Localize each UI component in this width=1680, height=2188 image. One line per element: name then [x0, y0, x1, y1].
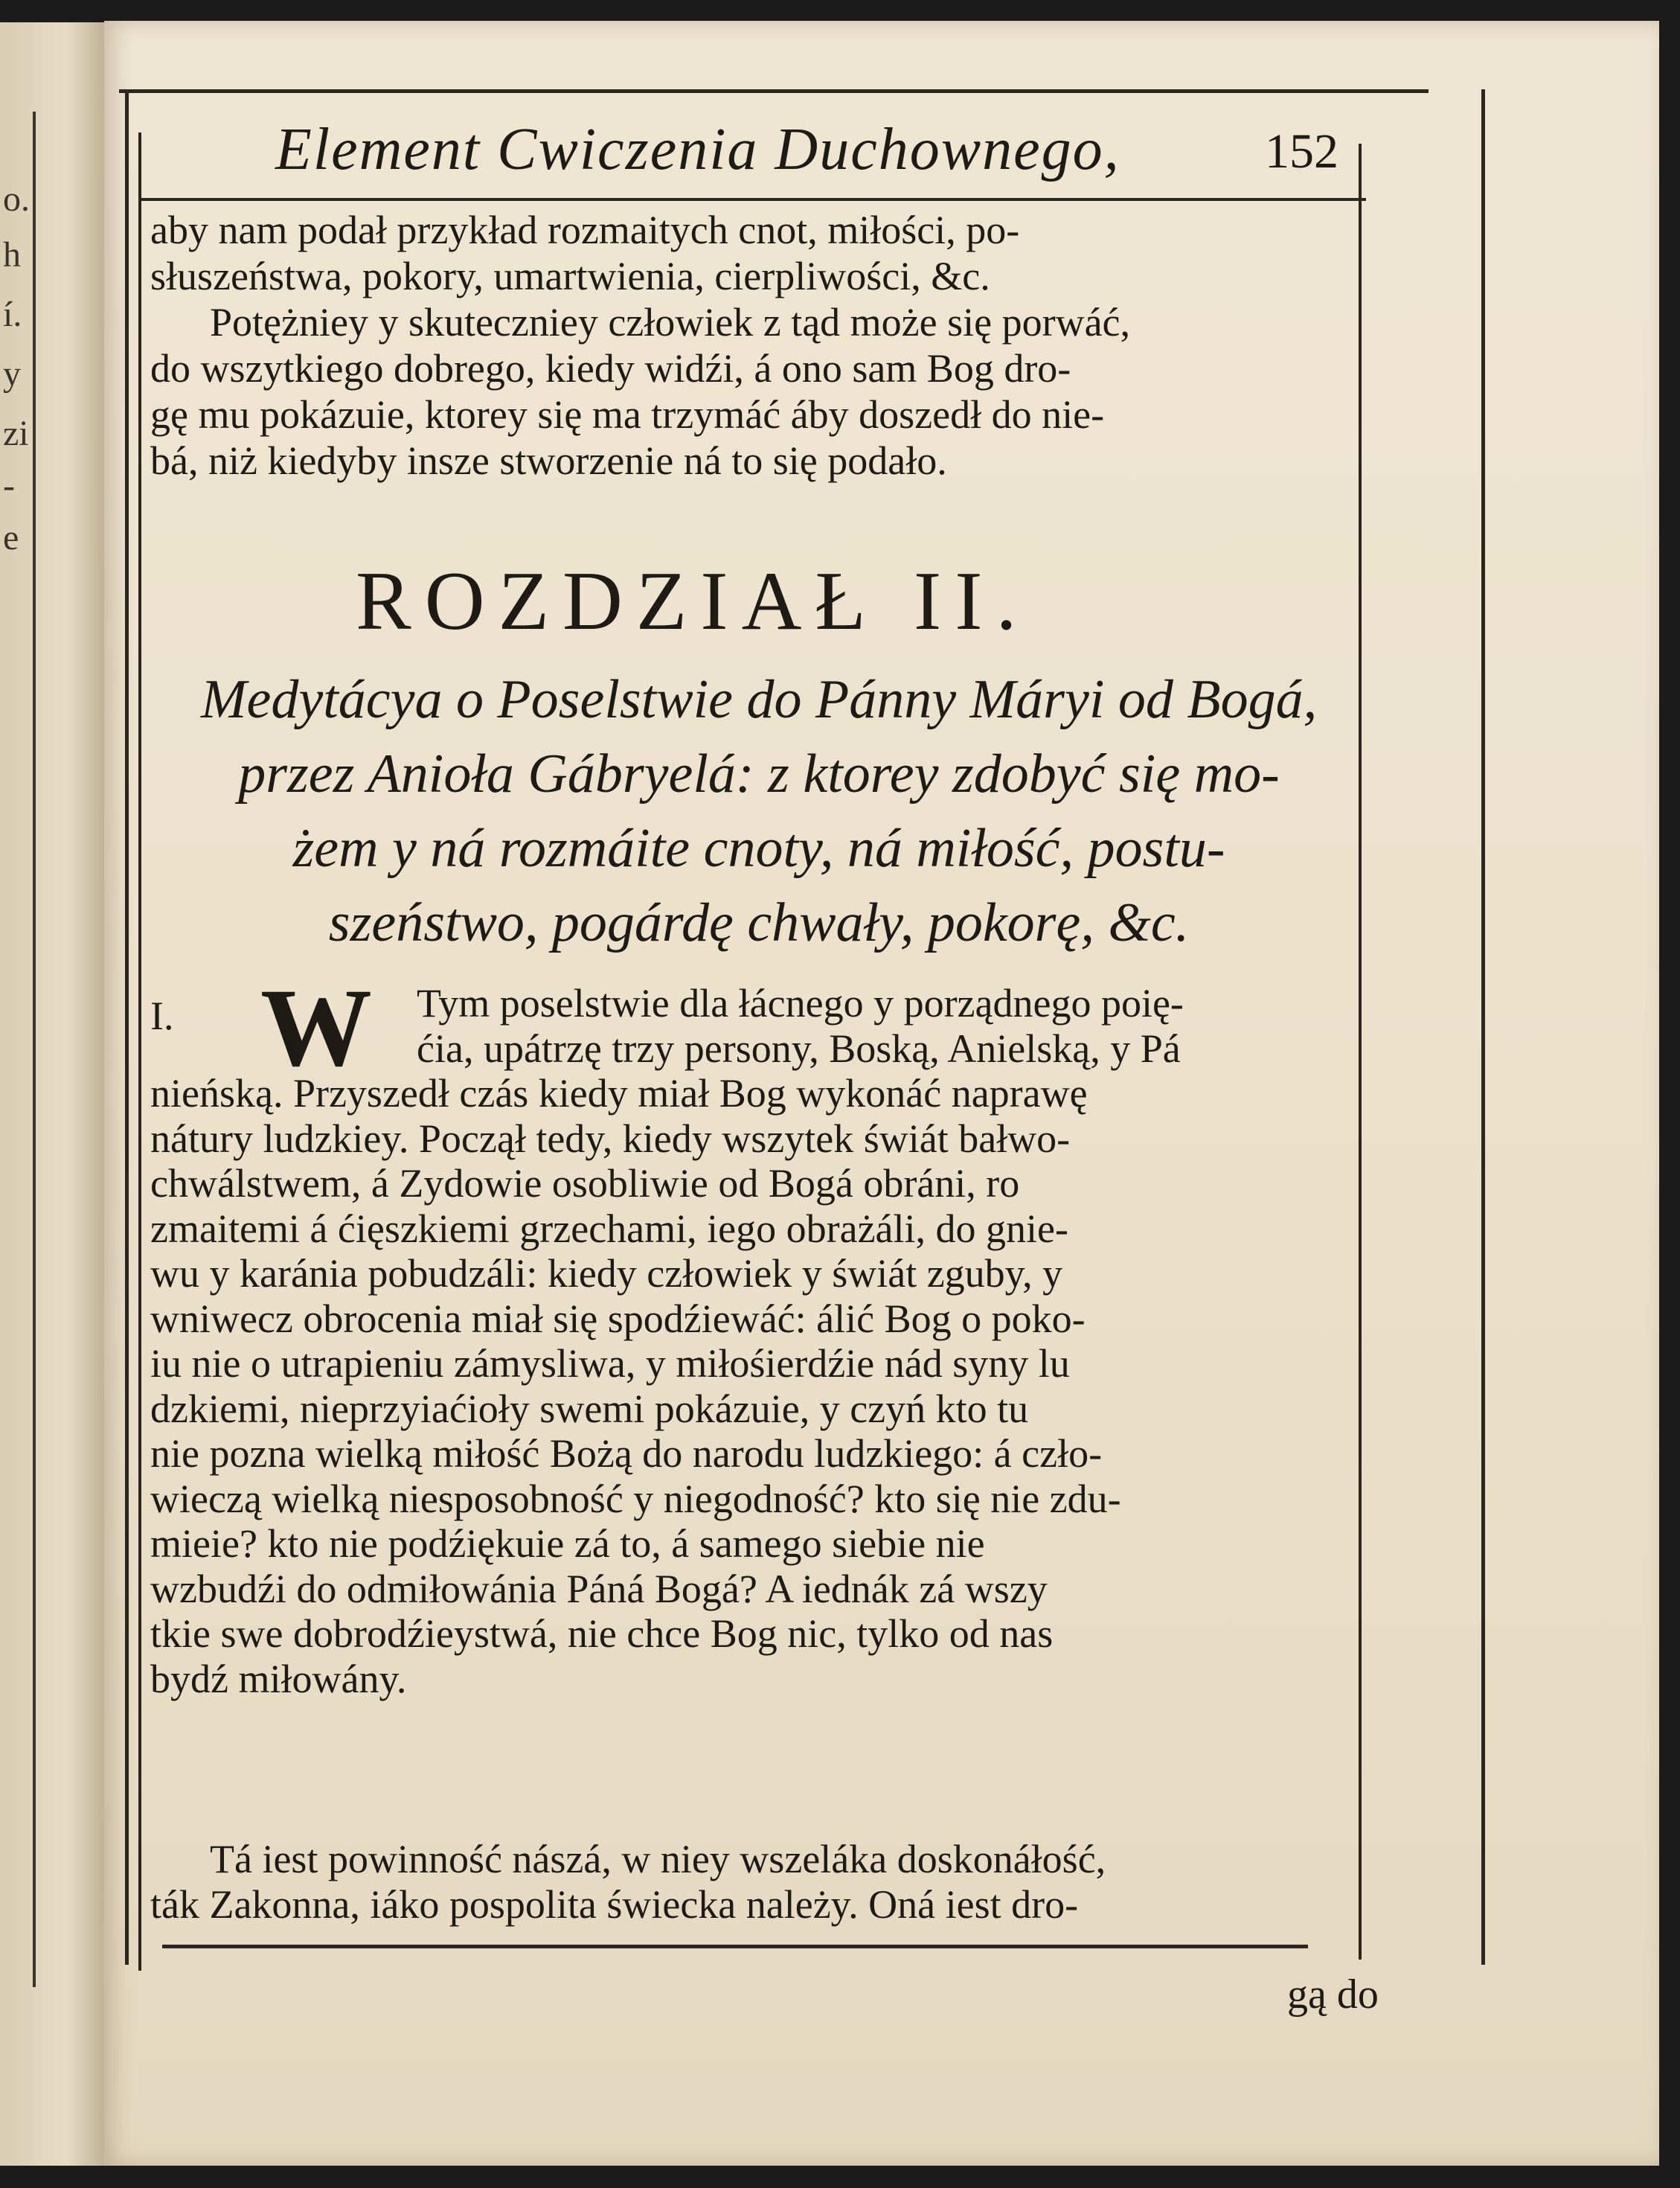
- adjacent-page-frame-line: [33, 112, 36, 1987]
- text-line: słuszeństwa, pokory, umartwienia, cierpliwości, &c.: [150, 254, 990, 298]
- book-page: [104, 21, 1659, 2166]
- text-line: bá, niż kiedyby insze stworzenie ná to się podało.: [150, 438, 947, 483]
- text-frame-left-rule: [138, 132, 141, 1971]
- text-line-content: Tá iest powinność nászá, w niey wszeláka doskonáłość,: [210, 1837, 1106, 1881]
- chapter-subtitle: [156, 662, 1362, 960]
- text-line: wniwecz obrocenia miał się spodźiewáć: álić Bog o poko-: [150, 1296, 1086, 1341]
- text-line: nieńską. Przyszedł czás kiedy miał Bog wykonáć naprawę: [150, 1071, 1088, 1116]
- text-line: nie pozna wielką miłość Bożą do narodu ludzkiego: á czło-: [150, 1431, 1103, 1476]
- adjacent-page-fragment: y: [3, 354, 21, 394]
- page-number: 152: [1265, 124, 1338, 179]
- adjacent-page-fragment: e: [3, 518, 19, 557]
- paragraph-body: [150, 1071, 1356, 1701]
- text-line: do wszytkiego dobrego, kiedy widźi, á ono sam Bog dro-: [150, 346, 1071, 391]
- text-line: iu nie o utrapieniu zámysliwa, y miłośierdźie nád syny lu: [150, 1341, 1070, 1386]
- adjacent-page-fragment: h: [3, 235, 21, 275]
- intro-text: [150, 207, 1356, 484]
- adjacent-page-fragment: o.: [3, 179, 30, 219]
- subtitle-line: Medytácya o Poselstwie do Pánny Máryi od Bogá,: [200, 669, 1318, 730]
- subtitle-line: przez Anioła Gábryelá: z ktorey zdobyć się mo-: [238, 743, 1280, 804]
- page-frame-top-rule: [119, 89, 1429, 93]
- text-line: aby nam podał przykład rozmaitych cnot, miłości, po-: [150, 208, 1020, 252]
- text-line: zmaitemi á ćięszkiemi grzechami, iego obrażáli, do gnie-: [150, 1206, 1068, 1251]
- adjacent-page-fragment: zi: [3, 414, 29, 453]
- paragraph-number: I.: [150, 994, 174, 1038]
- text-line: [150, 299, 1356, 345]
- text-line: dzkiemi, nieprzyiaćioły swemi pokázuie, y czyń kto tu: [150, 1386, 1029, 1431]
- adjacent-page-fragment: -: [3, 466, 15, 505]
- text-line: gę mu pokázuie, ktorey się ma trzymáć áby doszedł do nie-: [150, 392, 1105, 437]
- text-line: ćia, upátrzę trzy persony, Boską, Anielską, y Pá: [417, 1026, 1181, 1071]
- paragraph-2: [150, 1837, 1356, 1927]
- text-line: tkie swe dobrodźieystwá, nie chce Bog nic, tylko od nas: [150, 1611, 1054, 1656]
- paragraph-opening: [417, 981, 1369, 1071]
- text-line: bydź miłowány.: [150, 1656, 407, 1701]
- text-line: nátury ludzkiey. Począł tedy, kiedy wszytek świát bałwo-: [150, 1116, 1071, 1161]
- text-line: wzbudźi do odmiłowánia Páná Bogá? A iednák zá wszy: [150, 1566, 1048, 1611]
- subtitle-line: żem y ná rozmáite cnoty, ná miłość, postu-: [292, 818, 1225, 879]
- text-line: Tym poselstwie dla łácnego y porządnego poię-: [417, 981, 1184, 1026]
- catchword: gą do: [1287, 1971, 1379, 2018]
- text-line: wu y karánia pobudzáli: kiedy człowiek y świát zguby, y: [150, 1251, 1063, 1296]
- text-line: [150, 1837, 1356, 1882]
- adjacent-page-fragment: í.: [3, 295, 22, 334]
- page-frame-bottom-rule: [162, 1945, 1308, 1948]
- text-line: chwálstwem, á Zydowie osobliwie od Bogá obráni, ro: [150, 1161, 1020, 1206]
- chapter-heading: ROZDZIAŁ II.: [356, 555, 1030, 647]
- adjacent-page-edge: [0, 22, 112, 2166]
- running-title: Element Cwiczenia Duchownego,: [275, 117, 1120, 182]
- header-rule: [138, 198, 1366, 201]
- text-line: mieie? kto nie podźiękuie zá to, á samego siebie nie: [150, 1521, 985, 1566]
- text-line: ták Zakonna, iáko pospolita świecka należy. Oná iest dro-: [150, 1881, 1079, 1927]
- subtitle-line: szeństwo, pogárdę chwały, pokorę, &c.: [328, 892, 1190, 953]
- text-line-content: Potężniey y skuteczniey człowiek z tąd może się porwáć,: [210, 300, 1131, 345]
- text-line: wieczą wielką niesposobność y niegodność? kto się nie zdu-: [150, 1476, 1121, 1521]
- drop-capital: W: [260, 966, 372, 1090]
